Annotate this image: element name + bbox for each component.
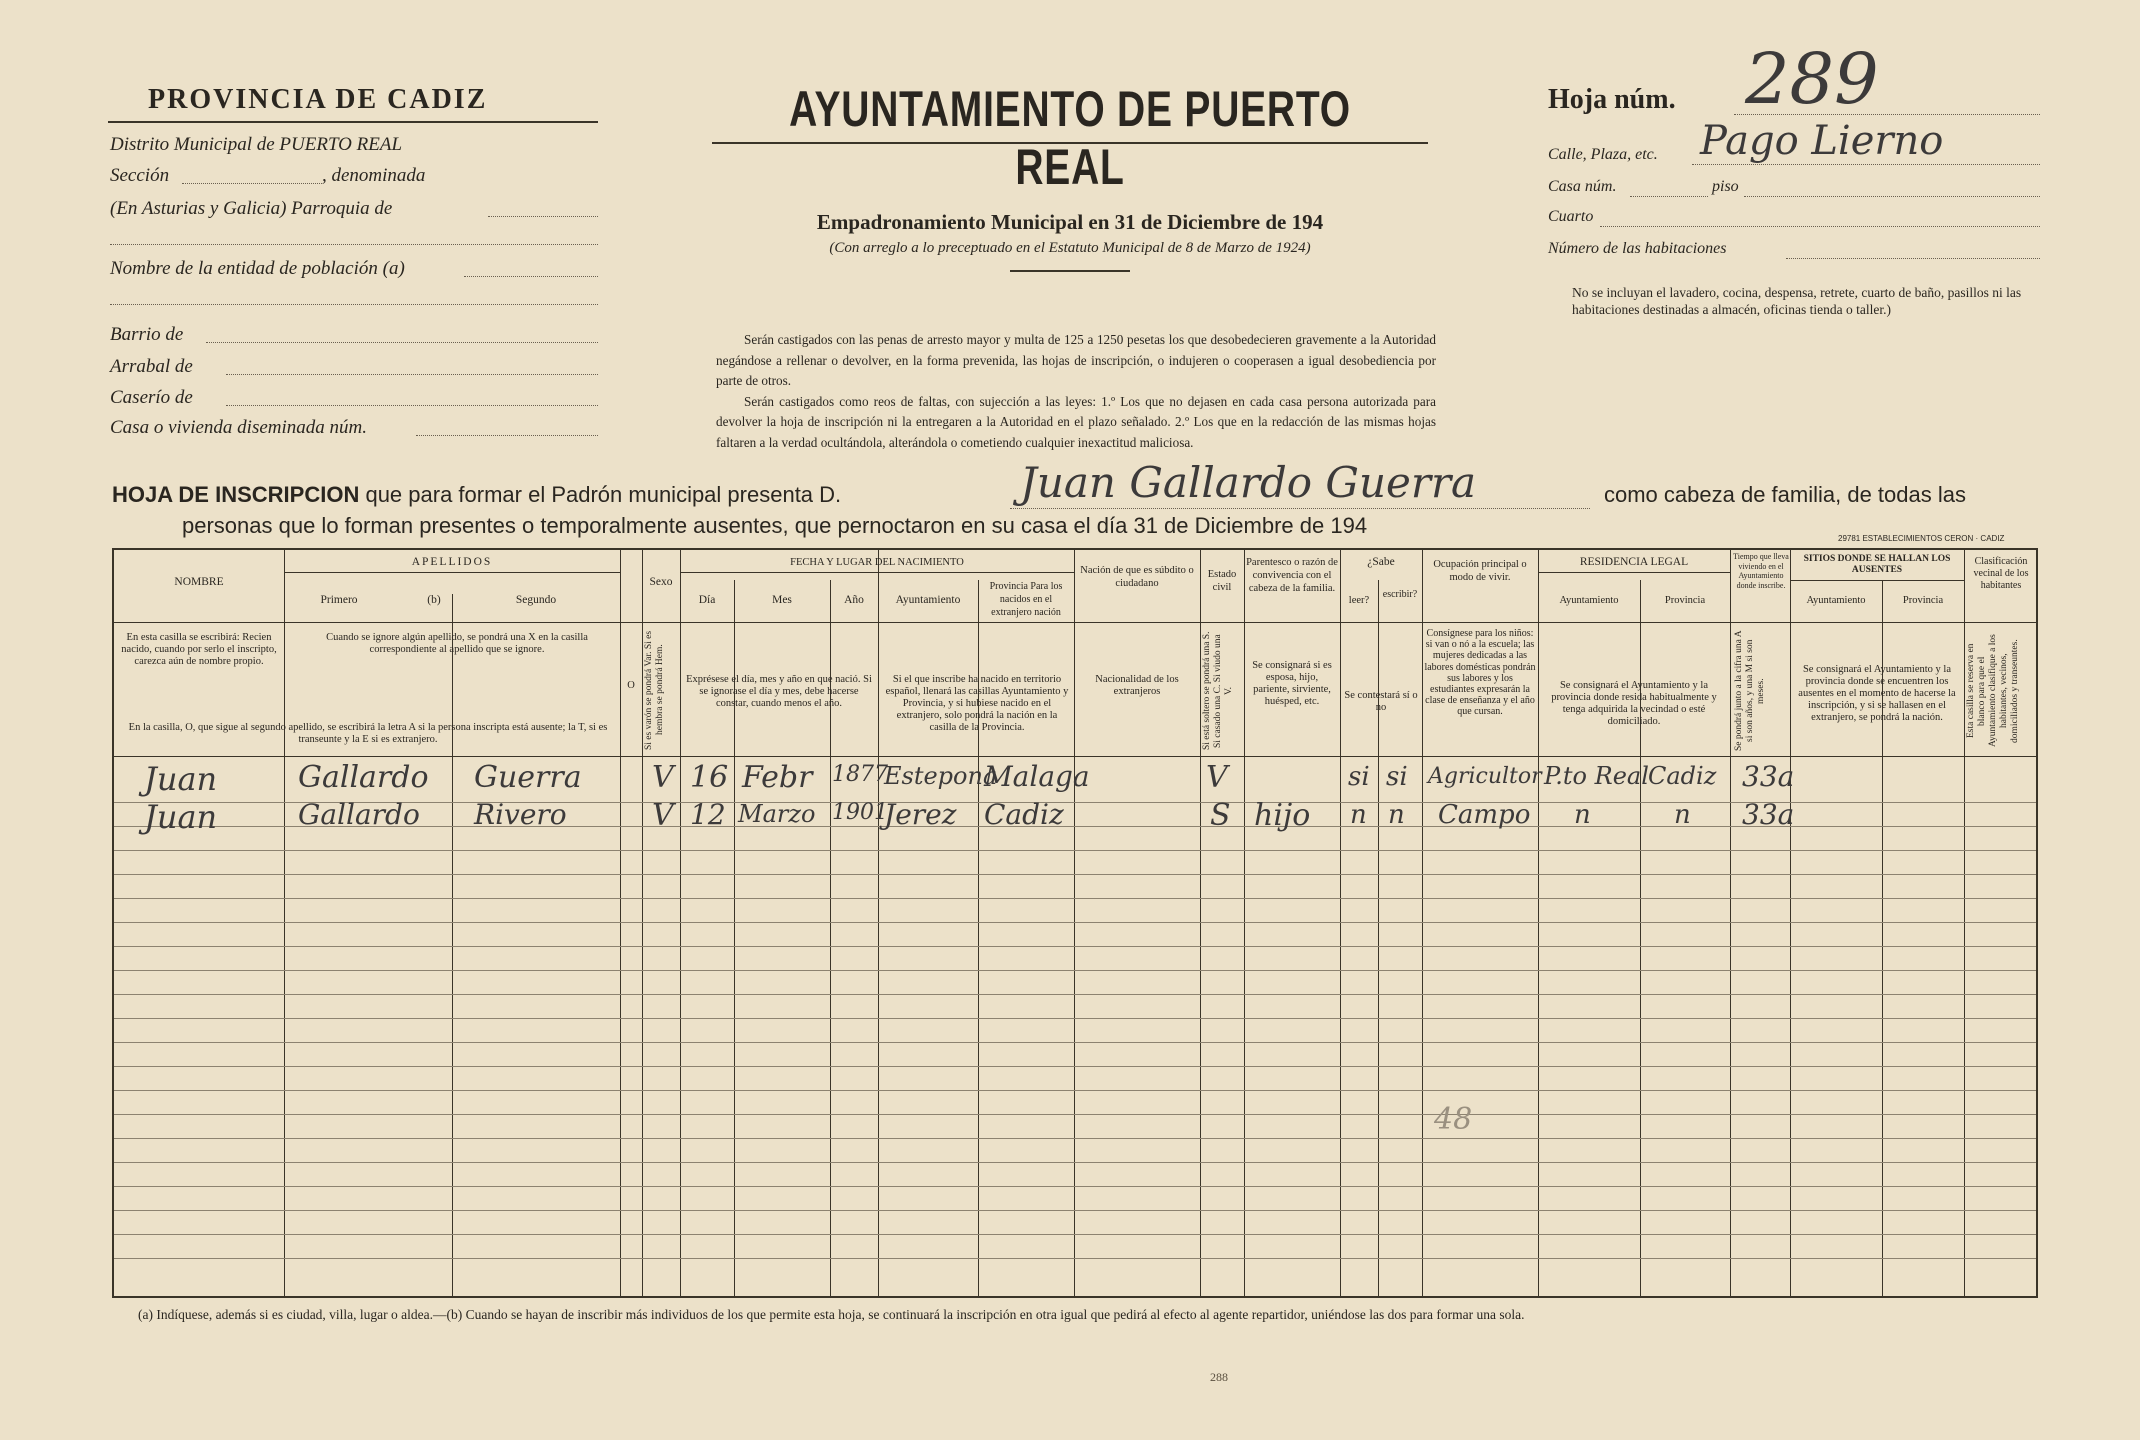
header-escribir: escribir? bbox=[1382, 589, 1418, 600]
desc-sitios: Se consignará el Ayuntamiento y la provincia donde se encuentren los ausentes en el momento de hacerse la inscripción, y si se hallasen en el extranjero, se pondrá la nación. bbox=[1798, 664, 1956, 723]
footnote: (a) Indíquese, además si es ciudad, villa, lugar o aldea.—(b) Cuando se hayan de inscribir más individuos de los que permite esta hoja, se continuará la inscripción en otra igual que pedirá al efecto al agente repartidor, uniéndose las dos para formar una sola. bbox=[138, 1307, 1525, 1322]
cell-sexo: V bbox=[652, 798, 674, 833]
header-sitios: SITIOS DONDE SE HALLAN LOS AUSENTES bbox=[1803, 554, 1951, 575]
cell-mes: Marzo bbox=[738, 800, 816, 828]
casa-diseminada-label: Casa o vivienda diseminada núm. bbox=[110, 417, 368, 438]
pencil-mark: 48 bbox=[1434, 1102, 1473, 1137]
head-name-line bbox=[1010, 508, 1590, 509]
parish-line bbox=[488, 216, 598, 217]
inscription-suffix: como cabeza de familia, de todas las bbox=[1604, 482, 1966, 507]
entity-line bbox=[464, 276, 598, 277]
cell-tiempo: 33a bbox=[1742, 798, 1795, 831]
sheet-number-label: Hoja núm. bbox=[1548, 84, 1676, 115]
header-b: (b) bbox=[427, 594, 441, 606]
cell-segundo: Rivero bbox=[474, 798, 567, 831]
barrio-line bbox=[206, 342, 598, 343]
arrabal-label: Arrabal de bbox=[110, 356, 193, 377]
floor-label: piso bbox=[1712, 178, 1739, 195]
census-table bbox=[112, 548, 2038, 1298]
cell-leer: si bbox=[1348, 762, 1370, 792]
cell-ocupacion: Agricultor bbox=[1428, 764, 1542, 789]
header-sit-ayto: Ayuntamiento bbox=[1806, 595, 1866, 606]
arrabal-line bbox=[226, 374, 598, 375]
street-label: Calle, Plaza, etc. bbox=[1548, 146, 1658, 163]
cell-ayto: Estepona bbox=[884, 762, 998, 790]
legal-warning bbox=[716, 330, 1436, 453]
section-line bbox=[182, 183, 322, 184]
header-residencia: RESIDENCIA LEGAL bbox=[1579, 556, 1689, 568]
cell-sexo: V bbox=[652, 760, 674, 795]
desc-o: O bbox=[627, 680, 635, 691]
header-parentesco: Parentesco o razón de convivencia con el cabeza de la familia. bbox=[1246, 557, 1338, 594]
cell-ano: 1901 bbox=[832, 800, 888, 825]
header-estado: Estado civil bbox=[1207, 569, 1237, 593]
street-line bbox=[1692, 164, 2040, 165]
barrio-label: Barrio de bbox=[110, 324, 184, 345]
cell-primero: Gallardo bbox=[298, 760, 429, 795]
denominated-label: , denominada bbox=[322, 165, 426, 186]
cell-leer: n bbox=[1350, 800, 1367, 830]
cell-nombre: Juan bbox=[144, 798, 218, 836]
warning-paragraph-2: Serán castigados como reos de faltas, con sujección a las leyes: 1.º Los que no dejasen en cada casa persona autorizada para devolver la hoja de inscripción ni la entregaren a la Autoridad en el plazo señalado. 2.º Los que en la redacción de las mismas hojas faltaren a la verdad ocultándola, alterándola o cometiendo cualquier inexactitud maliciosa. bbox=[716, 393, 1436, 450]
desc-lugar: Si el que inscribe ha nacido en territorio español, llenará las casillas Ayuntamiento y Provincia, y si hubiese nacido en el extranjero, solo pondrá la nación en la casilla de la Provincia. bbox=[885, 674, 1069, 733]
room-line bbox=[1600, 226, 2040, 227]
header-ayuntamiento: Ayuntamiento bbox=[895, 594, 961, 606]
parish-line-2 bbox=[110, 244, 598, 245]
header-segundo: Segundo bbox=[515, 594, 557, 606]
cell-escribir: n bbox=[1388, 800, 1405, 830]
header-tiempo: Tiempo que lleva viviendo en el Ayuntamiento donde inscribe. bbox=[1733, 552, 1789, 590]
statute-note: (Con arreglo a lo preceptuado en el Estatuto Municipal de 8 de Marzo de 1924) bbox=[829, 240, 1311, 256]
ornament bbox=[1010, 270, 1130, 272]
cell-escribir: si bbox=[1386, 762, 1408, 792]
table-row bbox=[114, 758, 2036, 800]
header-res-ayto: Ayuntamiento bbox=[1559, 595, 1619, 606]
header-nombre: NOMBRE bbox=[174, 576, 224, 588]
house-number-label: Casa núm. bbox=[1548, 178, 1617, 195]
cell-res-ayto: n bbox=[1574, 800, 1591, 830]
header-mes: Mes bbox=[772, 594, 792, 606]
inscription-line-1 bbox=[112, 482, 841, 508]
desc-fecha: Exprésese el día, mes y año en que nació. Si se ignorase el día y mes, debe hacerse constar, cuando menos el año. bbox=[686, 674, 872, 709]
cell-ocupacion: Campo bbox=[1438, 800, 1531, 830]
cell-segundo: Guerra bbox=[474, 760, 582, 795]
header-primero: Primero bbox=[320, 594, 358, 606]
room-label: Cuarto bbox=[1548, 208, 1594, 225]
sheet-number: 289 bbox=[1745, 38, 1879, 120]
cell-estado: S bbox=[1210, 798, 1231, 833]
desc-apellidos-1: Cuando se ignore algún apellido, se pondrá una X en la casilla correspondiente al apellido que se ignore. bbox=[326, 632, 588, 655]
cell-ano: 1877 bbox=[832, 762, 888, 787]
header-sexo: Sexo bbox=[649, 576, 673, 588]
header-ano: Año bbox=[844, 594, 864, 606]
inscription-line-2: personas que lo forman presentes o temporalmente ausentes, que pernoctaron en su casa el día 31 de Diciembre de 194 bbox=[182, 513, 1368, 538]
cell-dia: 16 bbox=[690, 760, 729, 795]
sheet-number-line bbox=[1734, 114, 2040, 115]
table-row bbox=[114, 798, 2036, 840]
header-nacion: Nación de que es súbdito o ciudadano bbox=[1080, 565, 1194, 589]
desc-apellidos-2: En la casilla, O, que sigue al segundo apellido, se escribirá la letra A si la persona inscripta está ausente; la T, si es transeunte y la E si es extranjero. bbox=[128, 722, 608, 745]
district-label: Distrito Municipal de PUERTO REAL bbox=[110, 134, 403, 155]
header-nacimiento: FECHA Y LUGAR DEL NACIMIENTO bbox=[790, 557, 964, 568]
cell-dia: 12 bbox=[690, 798, 726, 831]
header-sabe: ¿Sabe bbox=[1367, 556, 1395, 568]
desc-nacion: Nacionalidad de los extranjeros bbox=[1095, 674, 1179, 697]
cell-prov: Malaga bbox=[984, 760, 1090, 793]
cell-prov: Cadiz bbox=[984, 798, 1064, 831]
header-apellidos: APELLIDOS bbox=[411, 556, 493, 568]
header-res-prov: Provincia bbox=[1664, 595, 1706, 606]
warning-paragraph-1: Serán castigados con las penas de arresto mayor y multa de 125 a 1250 pesetas los que desobedecieren gravemente a la Autoridad negándose a rellenar o devolver, en la forma prevenida, las hojas de inscripción, o indujeren o cooperasen a igual desobediencia por parte de otros. bbox=[716, 332, 1436, 388]
caserio-line bbox=[226, 405, 598, 406]
province-title: PROVINCIA DE CADIZ bbox=[148, 84, 488, 115]
desc-parentesco: Se consignará si es esposa, hijo, pariente, sirviente, huésped, etc. bbox=[1252, 660, 1332, 707]
header-sit-prov: Provincia bbox=[1902, 595, 1944, 606]
parish-label: (En Asturias y Galicia) Parroquia de bbox=[110, 198, 393, 219]
inscription-prefix: que para formar el Padrón municipal presenta D. bbox=[365, 482, 842, 507]
cell-mes: Febr bbox=[742, 760, 813, 795]
casa-diseminada-line bbox=[416, 435, 598, 436]
floor-line bbox=[1744, 196, 2040, 197]
rooms-count-line bbox=[1786, 258, 2040, 259]
entity-line-2 bbox=[110, 304, 598, 305]
desc-tiempo: Se pondrá junto a la cifra una A si son años, y una M si son meses. bbox=[1734, 630, 1766, 752]
rooms-note: No se incluyan el lavadero, cocina, despensa, retrete, cuarto de baño, pasillos ni las habitaciones destinadas a almacén, oficinas tienda o taller.) bbox=[1572, 285, 2022, 317]
cell-estado: V bbox=[1206, 760, 1228, 795]
desc-sexo: Si es varón se pondrá Var. Si es hembra se pondrá Hem. bbox=[644, 630, 665, 750]
printer-code: 29781 ESTABLECIMIENTOS CERON · CADIZ bbox=[1838, 534, 2005, 543]
rooms-count-label: Número de las habitaciones bbox=[1548, 240, 1727, 257]
desc-clasif: Esta casilla se reserva en blanco para que el Ayuntamiento clasifique a los habitantes, vecinos, domiciliados y transeuntes. bbox=[1966, 634, 2020, 748]
house-number-line bbox=[1630, 196, 1708, 197]
cell-tiempo: 33a bbox=[1742, 760, 1795, 793]
divider bbox=[108, 121, 598, 123]
caserio-label: Caserío de bbox=[110, 387, 193, 408]
cell-res-prov: Cadiz bbox=[1648, 762, 1717, 790]
section-label: Sección bbox=[110, 165, 170, 186]
header-leer: leer? bbox=[1348, 595, 1370, 606]
desc-residencia: Se consignará el Ayuntamiento y la provincia donde resida habitualmente y tenga adquirida la vecindad o esté domiciliado. bbox=[1551, 680, 1717, 727]
census-subtitle: Empadronamiento Municipal en 31 de Diciembre de 194 bbox=[816, 210, 1324, 234]
desc-estado: Si está soltero se pondrá una S. Si casado una C. Si viudo una V. bbox=[1202, 631, 1234, 751]
entity-label: Nombre de la entidad de población (a) bbox=[110, 258, 405, 279]
municipality-title: AYUNTAMIENTO DE PUERTO REAL bbox=[789, 81, 1351, 195]
cell-parentesco: hijo bbox=[1254, 798, 1311, 833]
street-value: Pago Lierno bbox=[1700, 118, 1944, 164]
title-underline bbox=[712, 142, 1428, 144]
cell-ayto: Jerez bbox=[884, 798, 957, 831]
header-provincia-nac: Provincia Para los nacidos en el extranjero nación bbox=[989, 581, 1063, 618]
inscription-title: HOJA DE INSCRIPCION bbox=[112, 482, 360, 507]
head-of-family-name: Juan Gallardo Guerra bbox=[1020, 458, 1477, 507]
page-mark: 288 bbox=[1210, 1370, 1228, 1384]
cell-primero: Gallardo bbox=[298, 798, 420, 831]
desc-nombre: En esta casilla se escribirá: Recien nacido, cuando por serlo el inscripto, carezca aún de nombre propio. bbox=[121, 632, 277, 667]
header-dia: Día bbox=[698, 594, 716, 606]
header-ocupacion: Ocupación principal o modo de vivir. bbox=[1433, 559, 1527, 583]
desc-sabe: Se contestará sí o no bbox=[1344, 690, 1418, 713]
header-clasif: Clasificación vecinal de los habitantes bbox=[1973, 556, 2029, 591]
cell-res-prov: n bbox=[1674, 800, 1691, 830]
cell-res-ayto: P.to Real bbox=[1544, 762, 1649, 790]
cell-nombre: Juan bbox=[144, 760, 218, 798]
desc-ocupacion: Consígnese para los niños: si van o nó a la escuela; las mujeres dedicadas a las labores domésticas pondrán sus labores y los estudiantes expresarán la clase de enseñanza y el año que cursan. bbox=[1424, 628, 1536, 718]
